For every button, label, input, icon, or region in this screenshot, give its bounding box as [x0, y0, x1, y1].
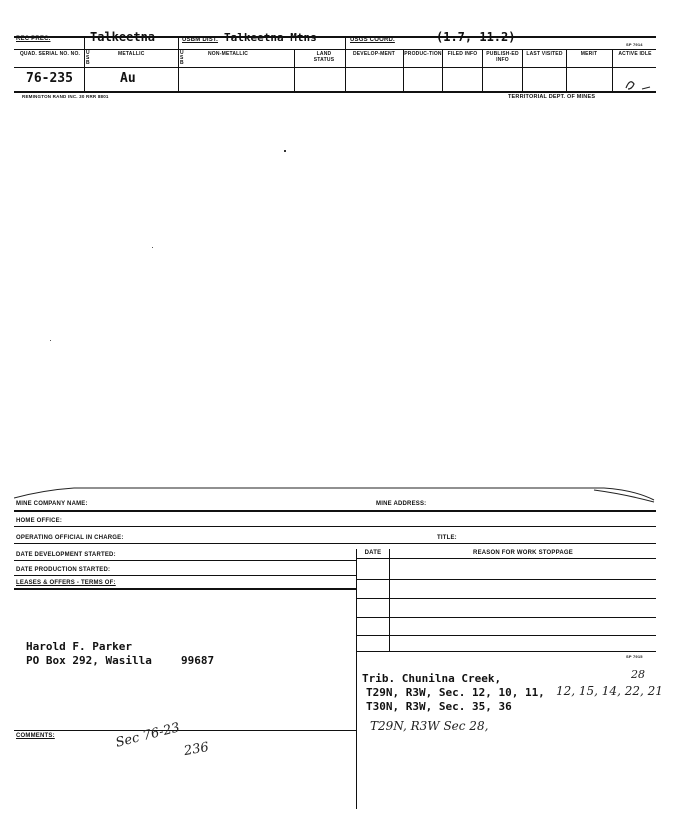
owner-zip: 99687 [181, 654, 215, 667]
metallic-label: METALLIC [118, 51, 145, 57]
form-number: SP 7914 [626, 42, 643, 47]
published-info-label: PUBLISH-ED INFO [486, 51, 519, 63]
usbm-dist-value: Talkeetna Mtns [224, 31, 317, 44]
dept-label: TERRITORIAL DEPT. OF MINES [508, 94, 596, 100]
title-label: TITLE: [437, 535, 457, 541]
date-production-label: DATE PRODUCTION STARTED: [16, 567, 111, 573]
reason-column-label: REASON FOR WORK STOPPAGE [473, 550, 573, 556]
production-label: PRODUC-TION [404, 51, 442, 57]
rec-prec-label: REC PREC. [16, 36, 51, 42]
usgs-coord-label: USGS COORD. [350, 37, 395, 43]
comments-label: COMMENTS: [16, 733, 55, 739]
active-idle-label: ACTIVE IDLE [618, 51, 652, 57]
comments-handwritten-2: 236 [182, 739, 210, 760]
last-visited-label: LAST VISITED [526, 51, 563, 57]
printer-label: REMINGTON RAND INC. 30 RRR 8801 [22, 94, 109, 99]
merit-label: MERIT [580, 51, 598, 57]
location-line-2: T29N, R3W, Sec. 12, 10, 11, [366, 686, 545, 699]
home-office-label: HOME OFFICE: [16, 518, 63, 524]
usb-label-metallic: U S B [86, 50, 90, 66]
usbm-dist-label: USBM DIST. [182, 37, 219, 43]
location-line-4-handwritten: T29N, R3W Sec 28, [370, 719, 489, 733]
comments-handwritten-1: Sec 76-23 [114, 720, 182, 751]
location-line-2-handwritten: 12, 15, 14, 22, 21 [556, 684, 663, 698]
quad-serial-label: QUAD. SERIAL NO. NO. [19, 51, 81, 57]
location-line-1: Trib. Chunilna Creek, [362, 672, 502, 685]
leases-label: LEASES & OFFERS - TERMS OF: [16, 580, 116, 586]
date-column-label: DATE [364, 550, 382, 556]
form-number-bottom: SP 7915 [626, 654, 643, 659]
operating-official-label: OPERATING OFFICIAL IN CHARGE: [16, 535, 124, 541]
usb-label-nonmetallic: U S B [180, 50, 184, 66]
location-handwritten-28: 28 [631, 668, 645, 681]
filed-info-label: FILED INFO [447, 51, 478, 57]
active-idle-mark [622, 76, 656, 92]
location-line-3: T30N, R3W, Sec. 35, 36 [366, 700, 512, 713]
mine-address-label: MINE ADDRESS: [376, 501, 427, 507]
card-edge [14, 484, 656, 504]
land-status-label: LAND STATUS [313, 51, 335, 63]
usgs-coord-value: (1.7, 11.2) [436, 30, 516, 44]
mine-company-name-label: MINE COMPANY NAME: [16, 501, 88, 507]
metallic-value: Au [120, 71, 136, 86]
owner-name: Harold F. Parker [26, 640, 132, 653]
quad-serial-value: 76-235 [26, 71, 73, 86]
date-development-label: DATE DEVELOPMENT STARTED: [16, 552, 116, 558]
rec-prec-value: Talkeetna [90, 30, 156, 44]
owner-address: PO Box 292, Wasilla [26, 654, 152, 667]
development-label: DEVELOP-MENT [352, 51, 396, 57]
non-metallic-label: NON-METALLIC [208, 51, 249, 57]
